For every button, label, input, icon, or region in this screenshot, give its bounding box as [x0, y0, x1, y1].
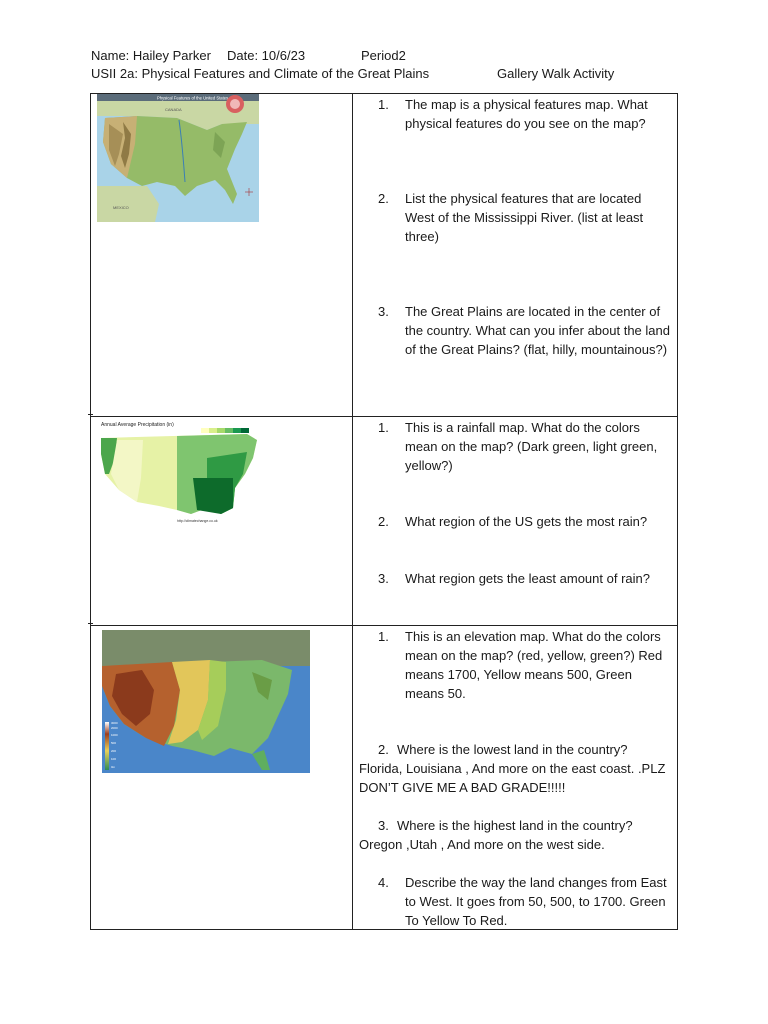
question-item [378, 189, 671, 246]
question-number: 3. [378, 304, 389, 319]
table-tick [88, 623, 93, 624]
worksheet-table [90, 93, 678, 930]
physical-map-cell [91, 94, 353, 416]
question-text: What region of the US gets the most rain? [405, 514, 648, 529]
question-item [378, 627, 671, 703]
question-number: 1. [378, 97, 389, 112]
section-rainfall [91, 417, 677, 626]
elevation-map [102, 630, 310, 773]
question-item [378, 418, 671, 475]
question-item [378, 569, 671, 588]
activity-type: Gallery Walk Activity [497, 66, 615, 81]
question-text: Where is the lowest land in the country? Florida, Louisiana , And more on the east coast. .PLZ DON’T GIVE ME A BAD GRADE!!!!! [359, 742, 666, 795]
rainfall-map [97, 418, 265, 532]
question-text: The map is a physical features map. What physical features do you see on the map? [405, 97, 648, 131]
rainfall-source: http://climatechange.co.uk [177, 519, 218, 523]
elevation-scale-label: 3000 [111, 721, 118, 725]
class-period: Period2 [361, 48, 406, 63]
question-number: 1. [378, 629, 389, 644]
question-number: 1. [378, 420, 389, 435]
question-number: 3. [378, 818, 389, 833]
question-text: This is an elevation map. What do the colors mean on the map? (red, yellow, green?) Red means 1700, Yellow means 500, Green means 50. [405, 629, 663, 701]
section-physical-features [91, 94, 677, 417]
question-item [378, 302, 671, 359]
worksheet-title: USII 2a: Physical Features and Climate of the Great Plains [91, 66, 430, 81]
elevation-scale-label: 500 [111, 741, 117, 745]
question-number: 4. [378, 875, 389, 890]
assignment-date: Date: 10/6/23 [227, 48, 306, 63]
question-item [359, 816, 671, 854]
question-text: List the physical features that are located West of the Mississippi River. (list at least three) [405, 191, 644, 244]
question-text: Describe the way the land changes from East to West. It goes from 50, 500, to 1700. Green To Yellow To Red. [405, 875, 667, 928]
elevation-scale-label: 2000 [111, 726, 118, 730]
rainfall-map-title: Annual Average Precipitation (in) [101, 422, 174, 428]
rainfall-map-cell [91, 417, 353, 625]
question-text: The Great Plains are located in the center of the country. What can you infer about the land of the Great Plains? (flat, hilly, mountainous?) [405, 304, 670, 357]
canada-label: CANADA [165, 107, 182, 112]
question-item [378, 95, 671, 133]
elevation-scale-label: 1000 [111, 733, 118, 737]
section-elevation [91, 626, 677, 929]
rainfall-questions [353, 417, 677, 625]
elevation-map-cell [91, 626, 353, 929]
table-tick [88, 414, 93, 415]
question-text: This is a rainfall map. What do the colors mean on the map? (Dark green, light green, yellow?) [405, 420, 658, 473]
question-number: 3. [378, 571, 389, 586]
elevation-scale-label: 0m [111, 765, 116, 769]
question-item [378, 512, 671, 531]
elevation-scale-label: 100 [111, 757, 117, 761]
question-number: 2. [378, 742, 389, 757]
physical-map-title: Physical Features of the United States [157, 95, 229, 101]
physical-features-map [97, 94, 259, 222]
elevation-questions [353, 626, 677, 929]
question-number: 2. [378, 191, 389, 206]
question-item [378, 873, 671, 930]
question-text: Where is the highest land in the country? Oregon ,Utah , And more on the west side. [359, 818, 633, 852]
question-text: What region gets the least amount of rain? [405, 571, 650, 586]
mexico-label: MEXICO [113, 205, 129, 210]
question-item [359, 740, 671, 797]
elevation-legend-bar [105, 722, 109, 770]
student-name: Name: Hailey Parker [91, 48, 211, 63]
question-number: 2. [378, 514, 389, 529]
elevation-scale-label: 200 [111, 749, 117, 753]
rainfall-legend [201, 428, 249, 433]
physical-questions [353, 94, 677, 416]
